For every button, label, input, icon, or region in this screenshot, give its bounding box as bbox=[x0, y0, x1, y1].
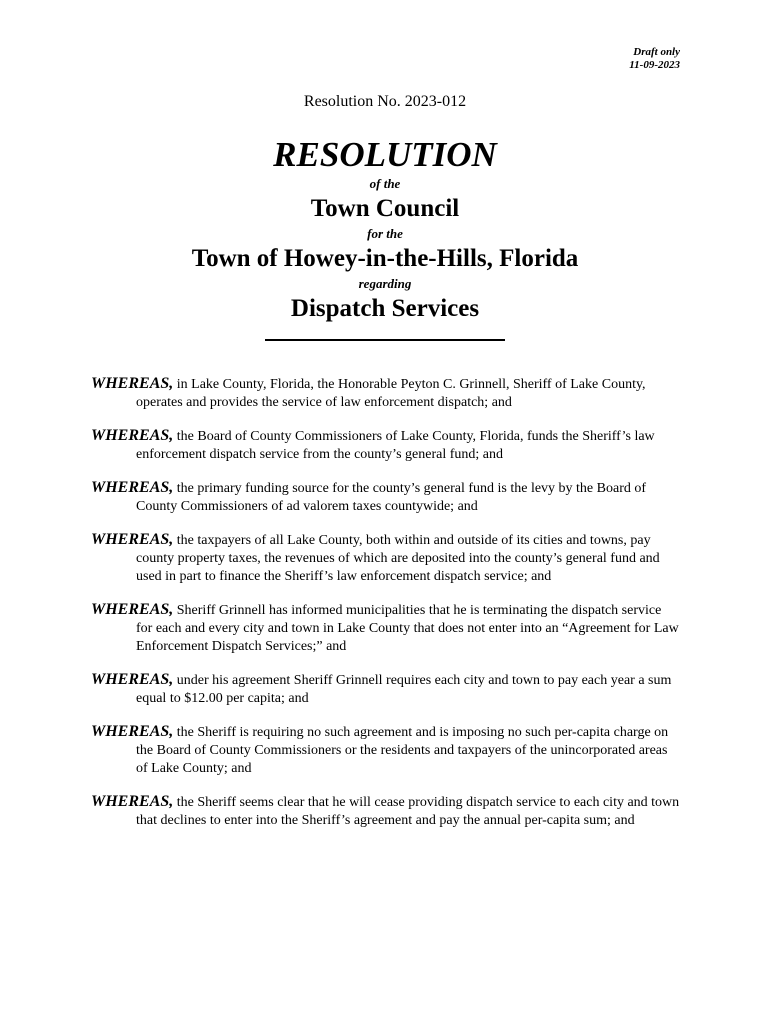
regarding-connector: regarding bbox=[358, 276, 412, 291]
whereas-clause bbox=[91, 531, 681, 586]
whereas-clause bbox=[91, 375, 681, 412]
clause-lead: WHEREAS, bbox=[91, 427, 174, 444]
clause-text: the Sheriff seems clear that he will cease providing dispatch service to each city and town that declines to enter into the Sheriff’s agreement and pay the annual per-capita sum; and bbox=[136, 795, 680, 828]
title-block bbox=[0, 134, 770, 341]
whereas-clause bbox=[91, 427, 681, 464]
clause-lead: WHEREAS, bbox=[91, 601, 174, 618]
whereas-clause bbox=[91, 479, 681, 516]
clause-text: the Board of County Commissioners of Lake County, Florida, funds the Sheriff’s law enforcement dispatch service from the county’s general fund; and bbox=[136, 429, 655, 462]
whereas-clauses bbox=[91, 375, 681, 845]
draft-date: 11-09-2023 bbox=[629, 59, 680, 71]
clause-lead: WHEREAS, bbox=[91, 793, 174, 810]
draft-label: Draft only bbox=[633, 46, 680, 58]
whereas-clause bbox=[91, 793, 681, 830]
clause-text: Sheriff Grinnell has informed municipalities that he is terminating the dispatch service for each and every city and town in Lake County that does not enter into an “Agreement for Law Enforcement Dispatch Services;” and bbox=[136, 603, 679, 654]
clause-text: the Sheriff is requiring no such agreement and is imposing no such per-capita charge on the Board of County Commissioners or the residents and taxpayers of the unincorporated areas of Lake County; and bbox=[136, 725, 669, 776]
clause-lead: WHEREAS, bbox=[91, 479, 174, 496]
clause-text: under his agreement Sheriff Grinnell requires each city and town to pay each year a sum equal to $12.00 per capita; and bbox=[136, 673, 672, 706]
governing-body: Town Council bbox=[310, 195, 460, 222]
resolution-number: Resolution No. 2023-012 bbox=[303, 93, 467, 110]
resolution-subject: Dispatch Services bbox=[290, 295, 480, 322]
of-the-connector: of the bbox=[369, 176, 401, 191]
clause-text: the primary funding source for the county’s general fund is the levy by the Board of County Commissioners of ad valorem taxes countywide; and bbox=[136, 481, 647, 514]
draft-stamp bbox=[629, 46, 680, 72]
whereas-clause bbox=[91, 723, 681, 778]
clause-lead: WHEREAS, bbox=[91, 671, 174, 688]
clause-lead: WHEREAS, bbox=[91, 375, 174, 392]
resolution-title: RESOLUTION bbox=[273, 135, 497, 174]
clause-text: in Lake County, Florida, the Honorable Peyton C. Grinnell, Sheriff of Lake County, operates and provides the service of law enforcement dispatch; and bbox=[136, 377, 646, 410]
whereas-clause bbox=[91, 601, 681, 656]
clause-text: the taxpayers of all Lake County, both within and outside of its cities and towns, pay county property taxes, the revenues of which are deposited into the county’s general fund and used in part to finance the Sheriff’s law enforcement dispatch service; and bbox=[136, 533, 660, 584]
title-divider bbox=[265, 339, 505, 341]
municipality-name: Town of Howey-in-the-Hills, Florida bbox=[191, 245, 579, 272]
clause-lead: WHEREAS, bbox=[91, 531, 174, 548]
clause-lead: WHEREAS, bbox=[91, 723, 174, 740]
whereas-clause bbox=[91, 671, 681, 708]
for-the-connector: for the bbox=[367, 226, 403, 241]
